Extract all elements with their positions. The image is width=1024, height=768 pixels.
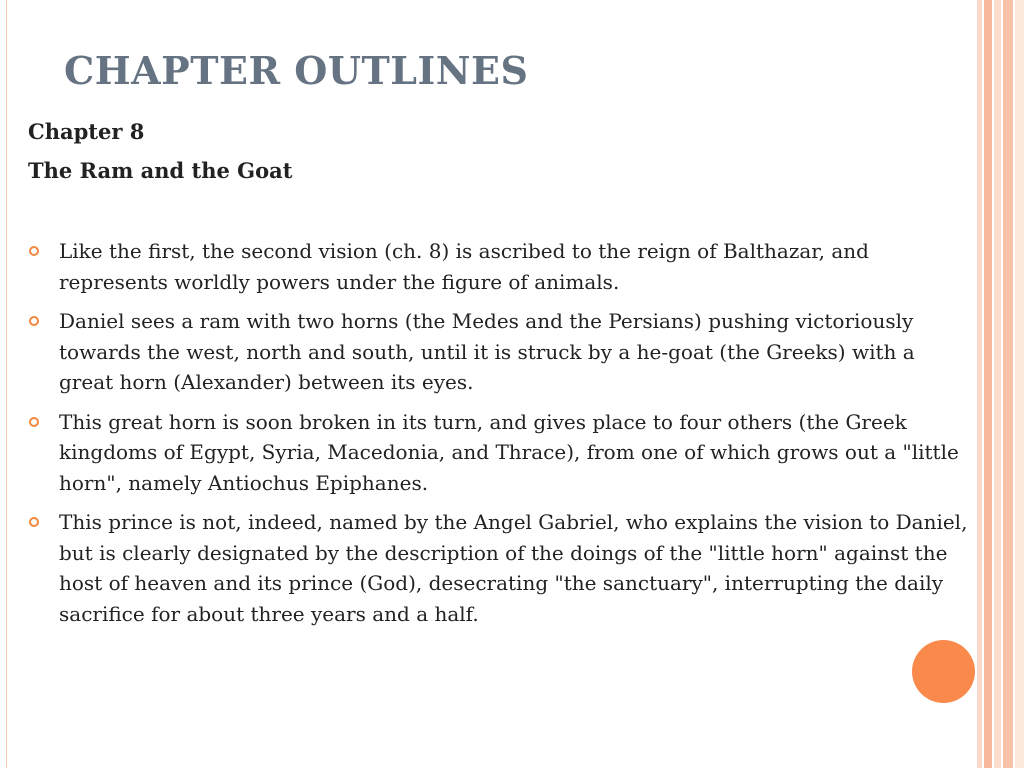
decorative-stripe: [984, 0, 992, 768]
decorative-stripe: [1003, 0, 1013, 768]
left-border-line: [6, 0, 7, 768]
decorative-stripe: [1015, 0, 1024, 768]
decorative-stripe: [994, 0, 1001, 768]
bullet-text: Like the first, the second vision (ch. 8) is ascribed to the reign of Balthazar, and represents worldly powers under the figure of animals.: [59, 239, 869, 294]
bullet-circle-icon: [29, 417, 39, 427]
decorative-circle: [912, 640, 975, 703]
bullet-item: [28, 306, 973, 398]
bullet-item: [28, 507, 973, 629]
bullet-list: [28, 236, 973, 638]
slide-title: CHAPTER OUTLINES: [64, 48, 529, 93]
decorative-stripe: [977, 0, 982, 768]
bullet-circle-icon: [29, 246, 39, 256]
bullet-text: This great horn is soon broken in its turn, and gives place to four others (the Greek kingdoms of Egypt, Syria, Macedonia, and Thrace), from one of which grows out a "little horn", namely Antiochus Epiphanes.: [59, 409, 959, 495]
bullet-item: [28, 407, 973, 499]
bullet-text: Daniel sees a ram with two horns (the Medes and the Persians) pushing victoriously towards the west, north and south, until it is struck by a he-goat (the Greeks) with a great horn (Alexander) between its eyes.: [59, 309, 915, 394]
bullet-item: [28, 236, 973, 297]
bullet-text: This prince is not, indeed, named by the Angel Gabriel, who explains the vision to Daniel, but is clearly designated by the description of the doings of the "little horn" against the host of heaven and its prince (God), desecrating "the sanctuary", interrupting the daily sacrifice for about three years and a half.: [59, 510, 968, 626]
bullet-circle-icon: [29, 316, 39, 326]
chapter-subtitle: The Ram and the Goat: [28, 158, 293, 183]
bullet-circle-icon: [29, 517, 39, 527]
chapter-heading: Chapter 8: [28, 119, 145, 144]
